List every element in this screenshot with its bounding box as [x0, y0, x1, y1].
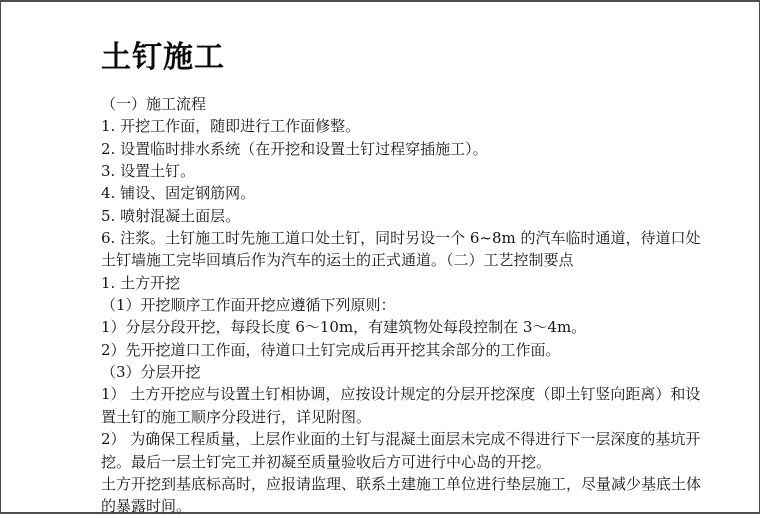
- text-line: 2） 为确保工程质量，上层作业面的土钉与混凝土面层未完成不得进行下一层深度的基坑开: [101, 430, 701, 449]
- text-line: （1）开挖顺序工作面开挖应遵循下列原则：: [101, 296, 396, 315]
- text-line: 土方开挖到基底标高时，应报请监理、联系土建施工单位进行垫层施工，尽量减少基底土体: [101, 474, 702, 493]
- text-line: 4. 铺设、固定钢筋网。: [101, 184, 256, 203]
- text-line: 置土钉的施工顺序分段进行，详见附图。: [101, 407, 372, 426]
- text-line: 土钉墙施工完毕回填后作为汽车的运土的正式通道。（二）工艺控制要点: [101, 251, 574, 270]
- text-line: 3. 设置土钉。: [101, 162, 196, 181]
- text-line: 2）先开挖道口工作面，待道口土钉完成后再开挖其余部分的工作面。: [101, 340, 561, 359]
- text-line: 1）分层分段开挖，每段长度 6～10m，有建筑物处每段控制在 3～4m。: [101, 318, 587, 337]
- text-line: （3）分层开挖: [101, 363, 201, 382]
- document-body: [101, 93, 702, 518]
- text-line: 1） 土方开挖应与设置土钉相协调，应按设计规定的分层开挖深度（即土钉竖向距离）和设: [101, 385, 701, 404]
- text-line: （一）施工流程: [101, 95, 207, 113]
- text-line: 挖。最后一层土钉完工并初凝至质量验收后方可进行中心岛的开挖。: [101, 452, 552, 471]
- page-title: 土钉施工: [101, 40, 225, 75]
- text-line: 6. 注浆。土钉施工时先施工道口处土钉，同时另设一个 6~8m 的汽车临时通道，待道口处: [101, 229, 701, 248]
- text-line: 1. 开挖工作面，随即进行工作面修整。: [101, 117, 361, 136]
- text-line: 的暴露时间。: [101, 497, 192, 516]
- text-line: 2. 设置临时排水系统（在开挖和设置土钉过程穿插施工）。: [101, 139, 488, 158]
- text-line: 5. 喷射混凝土面层。: [101, 206, 241, 225]
- text-line: 1. 土方开挖: [101, 273, 181, 292]
